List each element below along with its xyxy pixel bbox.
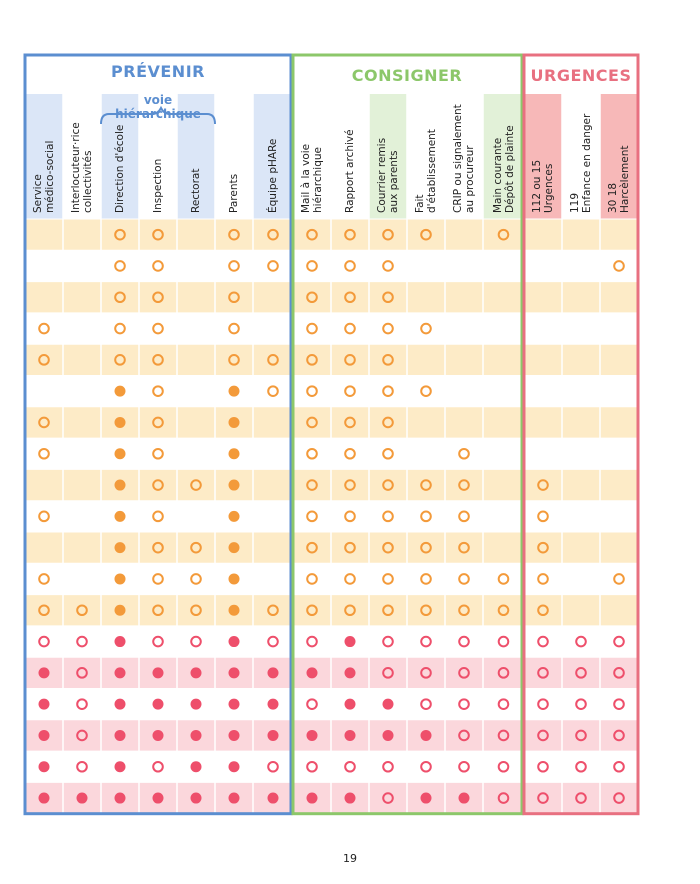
empty-circle-mark: [383, 386, 393, 396]
filled-circle-mark: [268, 793, 279, 804]
empty-circle-mark: [421, 699, 431, 709]
empty-circle-mark: [77, 762, 87, 772]
filled-circle-mark: [307, 730, 318, 741]
empty-circle-mark: [459, 449, 469, 459]
filled-circle-mark: [115, 636, 126, 647]
filled-circle-mark: [229, 667, 240, 678]
column-header-line: 30 18: [607, 182, 619, 213]
empty-circle-mark: [307, 386, 317, 396]
empty-circle-mark: [307, 637, 317, 647]
empty-circle-mark: [307, 574, 317, 584]
empty-circle-mark: [499, 574, 509, 584]
filled-circle-mark: [268, 730, 279, 741]
empty-circle-mark: [614, 261, 624, 271]
filled-circle-mark: [39, 730, 50, 741]
empty-circle-mark: [307, 762, 317, 772]
empty-circle-mark: [614, 574, 624, 584]
column-header-line: Rapport archivé: [344, 129, 356, 213]
empty-circle-mark: [614, 637, 624, 647]
empty-circle-mark: [345, 512, 355, 522]
empty-circle-mark: [345, 574, 355, 584]
filled-circle-mark: [229, 605, 240, 616]
column-header-line: Harcèlement: [619, 145, 631, 213]
column-header-line: Inspection: [152, 158, 164, 213]
empty-circle-mark: [421, 324, 431, 334]
empty-circle-mark: [345, 449, 355, 459]
filled-circle-mark: [191, 667, 202, 678]
empty-circle-mark: [499, 637, 509, 647]
empty-circle-mark: [383, 762, 393, 772]
empty-circle-mark: [576, 762, 586, 772]
filled-circle-mark: [115, 699, 126, 710]
empty-circle-mark: [268, 637, 278, 647]
column-header-line: Fait: [414, 194, 426, 213]
filled-circle-mark: [307, 793, 318, 804]
column-header-line: 119: [569, 192, 581, 213]
column-header-line: Courrier remis: [376, 137, 388, 213]
empty-circle-mark: [39, 637, 49, 647]
empty-circle-mark: [383, 637, 393, 647]
empty-circle-mark: [153, 449, 163, 459]
column-header-line: Direction d'école: [114, 124, 126, 213]
filled-circle-mark: [115, 542, 126, 553]
empty-circle-mark: [576, 699, 586, 709]
empty-circle-mark: [421, 762, 431, 772]
empty-circle-mark: [459, 637, 469, 647]
column-header-line: Mail à la voie: [300, 143, 312, 213]
filled-circle-mark: [345, 699, 356, 710]
filled-circle-mark: [115, 480, 126, 491]
empty-circle-mark: [345, 386, 355, 396]
empty-circle-mark: [153, 261, 163, 271]
voie-hierarchique-label: voie hiérarchique: [115, 93, 201, 121]
empty-circle-mark: [268, 261, 278, 271]
empty-circle-mark: [459, 512, 469, 522]
column-header-line: CRIP ou signalement: [452, 104, 464, 213]
filled-circle-mark: [345, 636, 356, 647]
column-header-line: Rectorat: [190, 168, 202, 213]
empty-circle-mark: [383, 512, 393, 522]
column-header-line: Interlocuteur·rice: [70, 122, 82, 213]
empty-circle-mark: [383, 324, 393, 334]
empty-circle-mark: [307, 449, 317, 459]
column-header-line: Main courante: [491, 137, 504, 213]
column-header-line: d'établissement: [426, 129, 438, 213]
empty-circle-mark: [421, 386, 431, 396]
filled-circle-mark: [459, 793, 470, 804]
filled-circle-mark: [115, 793, 126, 804]
filled-circle-mark: [115, 386, 126, 397]
filled-circle-mark: [115, 573, 126, 584]
filled-circle-mark: [229, 730, 240, 741]
filled-circle-mark: [229, 699, 240, 710]
filled-circle-mark: [115, 511, 126, 522]
filled-circle-mark: [345, 667, 356, 678]
filled-circle-mark: [115, 730, 126, 741]
page-number: 19: [343, 852, 357, 865]
filled-circle-mark: [39, 793, 50, 804]
empty-circle-mark: [538, 762, 548, 772]
empty-circle-mark: [383, 574, 393, 584]
column-header-line: aux parents: [388, 150, 400, 213]
empty-circle-mark: [39, 512, 49, 522]
filled-circle-mark: [191, 761, 202, 772]
empty-circle-mark: [229, 324, 239, 334]
empty-circle-mark: [229, 261, 239, 271]
column-header-line: médico-social: [44, 140, 56, 213]
empty-circle-mark: [77, 699, 87, 709]
filled-circle-mark: [39, 761, 50, 772]
empty-circle-mark: [153, 762, 163, 772]
empty-circle-mark: [153, 512, 163, 522]
empty-circle-mark: [576, 637, 586, 647]
filled-circle-mark: [191, 793, 202, 804]
column-header-line: hiérarchique: [312, 147, 324, 213]
empty-circle-mark: [115, 324, 125, 334]
filled-circle-mark: [307, 667, 318, 678]
empty-circle-mark: [39, 574, 49, 584]
column-header-line: Parents: [228, 173, 240, 213]
column-header-line: Équipe pHARe: [267, 138, 279, 213]
filled-circle-mark: [268, 667, 279, 678]
filled-circle-mark: [229, 511, 240, 522]
empty-circle-mark: [499, 762, 509, 772]
empty-circle-mark: [39, 324, 49, 334]
empty-circle-mark: [538, 699, 548, 709]
filled-circle-mark: [229, 793, 240, 804]
filled-circle-mark: [191, 699, 202, 710]
empty-circle-mark: [345, 324, 355, 334]
column-header-line: Urgences: [543, 163, 555, 213]
filled-circle-mark: [383, 730, 394, 741]
filled-circle-mark: [421, 730, 432, 741]
section-title-consigner: CONSIGNER: [351, 66, 463, 85]
empty-circle-mark: [268, 762, 278, 772]
filled-circle-mark: [229, 448, 240, 459]
empty-circle-mark: [153, 574, 163, 584]
empty-circle-mark: [459, 699, 469, 709]
filled-circle-mark: [153, 793, 164, 804]
column-header-line: au procureur: [464, 145, 476, 213]
empty-circle-mark: [115, 261, 125, 271]
filled-circle-mark: [39, 699, 50, 710]
empty-circle-mark: [538, 574, 548, 584]
filled-circle-mark: [191, 730, 202, 741]
filled-circle-mark: [383, 699, 394, 710]
empty-circle-mark: [77, 637, 87, 647]
filled-circle-mark: [115, 417, 126, 428]
filled-circle-mark: [153, 667, 164, 678]
filled-circle-mark: [345, 793, 356, 804]
empty-circle-mark: [614, 762, 624, 772]
empty-circle-mark: [153, 324, 163, 334]
filled-circle-mark: [229, 417, 240, 428]
empty-circle-mark: [191, 574, 201, 584]
empty-circle-mark: [538, 637, 548, 647]
empty-circle-mark: [383, 261, 393, 271]
empty-circle-mark: [191, 637, 201, 647]
filled-circle-mark: [421, 793, 432, 804]
empty-circle-mark: [499, 699, 509, 709]
empty-circle-mark: [421, 512, 431, 522]
filled-circle-mark: [77, 793, 88, 804]
column-header-line: 112 ou 15: [531, 159, 543, 213]
column-header-line: Service: [32, 174, 44, 213]
filled-circle-mark: [153, 730, 164, 741]
empty-circle-mark: [421, 637, 431, 647]
empty-circle-mark: [307, 324, 317, 334]
empty-circle-mark: [614, 699, 624, 709]
empty-circle-mark: [307, 261, 317, 271]
filled-circle-mark: [115, 761, 126, 772]
empty-circle-mark: [153, 386, 163, 396]
empty-circle-mark: [383, 449, 393, 459]
column-header-line: Enfance en danger: [581, 113, 593, 213]
filled-circle-mark: [229, 480, 240, 491]
filled-circle-mark: [229, 636, 240, 647]
empty-circle-mark: [307, 512, 317, 522]
filled-circle-mark: [229, 542, 240, 553]
empty-circle-mark: [459, 574, 469, 584]
column-header-line: collectivités: [82, 150, 94, 213]
empty-circle-mark: [268, 386, 278, 396]
empty-circle-mark: [307, 699, 317, 709]
empty-circle-mark: [153, 637, 163, 647]
section-title-prevenir: PRÉVENIR: [111, 62, 205, 81]
section-title-urgences: URGENCES: [530, 66, 632, 85]
filled-circle-mark: [115, 605, 126, 616]
filled-circle-mark: [345, 730, 356, 741]
filled-circle-mark: [229, 386, 240, 397]
filled-circle-mark: [153, 699, 164, 710]
filled-circle-mark: [229, 573, 240, 584]
empty-circle-mark: [345, 261, 355, 271]
empty-circle-mark: [39, 449, 49, 459]
filled-circle-mark: [115, 448, 126, 459]
empty-circle-mark: [459, 762, 469, 772]
filled-circle-mark: [115, 667, 126, 678]
empty-circle-mark: [345, 762, 355, 772]
filled-circle-mark: [39, 667, 50, 678]
filled-circle-mark: [268, 699, 279, 710]
empty-circle-mark: [538, 512, 548, 522]
column-header-line: Dépôt de plainte: [503, 125, 516, 213]
empty-circle-mark: [421, 574, 431, 584]
filled-circle-mark: [229, 761, 240, 772]
